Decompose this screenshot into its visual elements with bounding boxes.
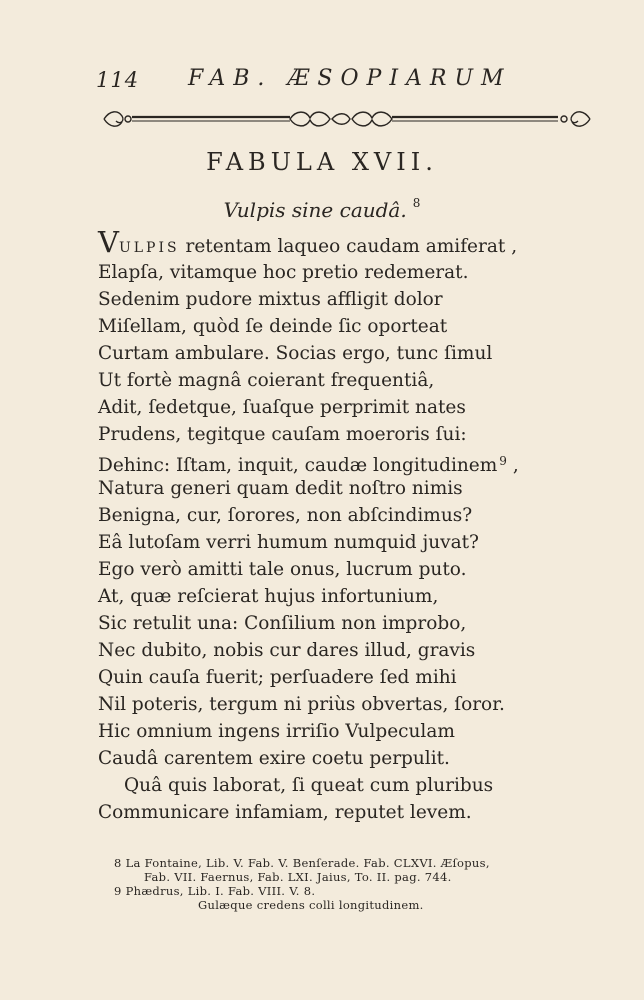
verse-line: Nil poteris, tergum ni priùs obvertas, ſoror. [98, 694, 505, 715]
running-title: FAB. ÆSOPIARUM [188, 66, 512, 91]
drop-cap: V [98, 225, 119, 259]
decorative-rule-icon [100, 106, 594, 132]
page-number: 114 [96, 68, 140, 92]
verse-line: Adit, ſedetque, ſuaſque perprimit nates [98, 397, 466, 418]
verse-line-1 [98, 225, 568, 259]
verse-line: Nec dubito, nobis cur dares illud, gravis [98, 640, 476, 661]
verse-line: Benigna, cur, ſorores, non abſcindimus? [98, 505, 473, 526]
verse-text: Dehinc: Iſtam, inquit, caudæ longitudinem [98, 455, 498, 476]
footnote-ref-8: 8 [412, 196, 421, 210]
verse-line: Sedenim pudore mixtus affligit dolor [98, 289, 443, 310]
verse-line: Hic omnium ingens irriſio Vulpeculam [98, 721, 455, 742]
verse-punct: , [506, 455, 519, 476]
moral-line: Quâ quis laborat, ſi queat cum pluribus [124, 775, 494, 796]
fable-subtitle: Vulpis sine caudâ. [223, 198, 407, 222]
verse-line: Prudens, tegitque cauſam moeroris ſui: [98, 424, 467, 445]
verse-line: Elapſa, vitamque hoc pretio redemerat. [98, 262, 469, 283]
footnote-ref-9: 9 [499, 454, 507, 468]
moral-line: Communicare infamiam, reputet levem. [98, 802, 472, 823]
verse-line: Eâ lutoſam verri humum numquid juvat? [98, 532, 479, 553]
fable-title: FABULA XVII. [206, 148, 438, 176]
footnote-8: 8 La Fontaine, Lib. V. Fab. V. Benſerade. Fab. CLXVI. Æſopus, [114, 856, 490, 870]
fable-subtitle-line [0, 196, 644, 222]
footnote-9-cont: Gulæque credens colli longitudinem. [198, 898, 424, 912]
verse-line: Miſellam, quòd ſe deinde ſic oporteat [98, 316, 448, 337]
small-caps-word: ULPIS [118, 240, 180, 256]
verse-line: Caudâ carentem exire coetu perpulit. [98, 748, 450, 769]
footnote-8-cont: Fab. VII. Faernus, Fab. LXI. Jaius, To. II. pag. 744. [144, 870, 452, 884]
verse-line: Sic retulit una: Conſilium non improbo, [98, 613, 467, 634]
verse-line: Natura generi quam dedit noſtro nimis [98, 478, 463, 499]
verse-line-with-note [98, 448, 568, 475]
verse-line: Curtam ambulare. Socias ergo, tunc ſimul [98, 343, 493, 364]
verse-line: Quin cauſa fuerit; perſuadere ſed mihi [98, 667, 457, 688]
verse-line: Ut fortè magnâ coierant frequentiâ, [98, 370, 435, 391]
footnotes [114, 856, 624, 912]
verse-line: At, quæ reſcierat hujus infortunium, [98, 586, 439, 607]
verse-body [98, 225, 568, 826]
verse-line: Ego verò amitti tale onus, lucrum puto. [98, 559, 467, 580]
page-header [88, 62, 528, 96]
verse-text: retentam laqueo caudam amiferat , [179, 236, 518, 257]
footnote-9: 9 Phædrus, Lib. I. Fab. VIII. V. 8. [114, 884, 316, 898]
